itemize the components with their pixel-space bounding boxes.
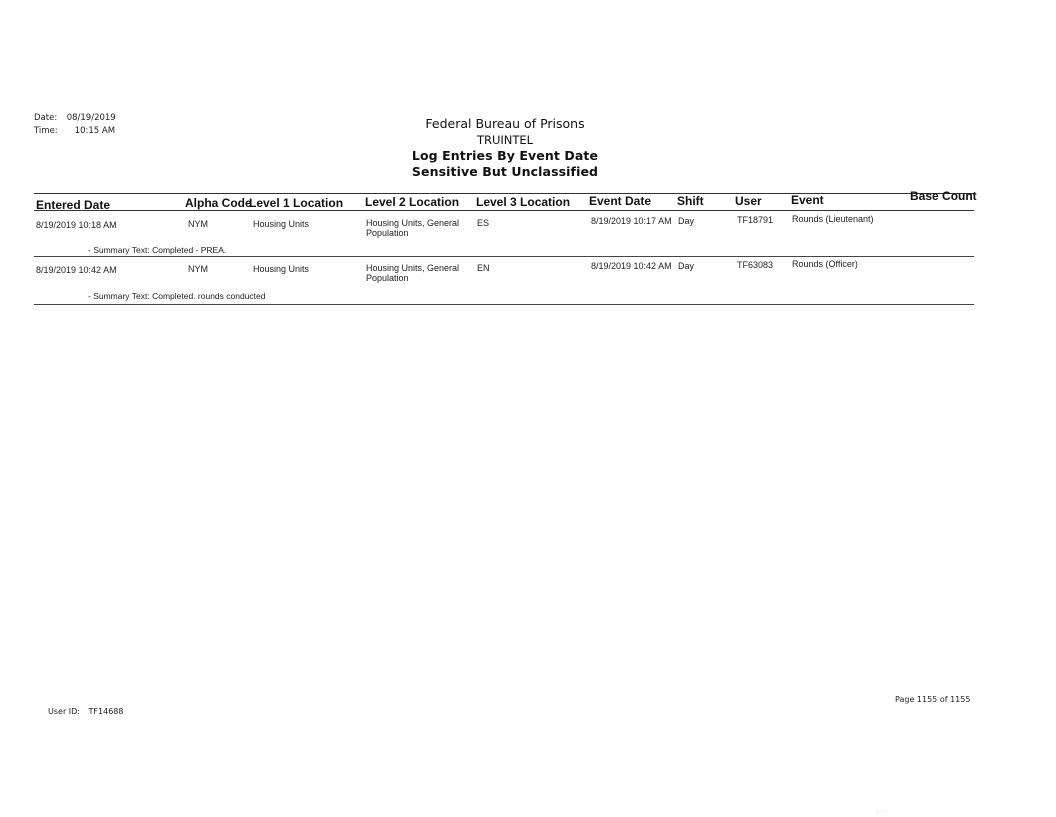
report-date (34, 113, 116, 123)
date-label: Date: (34, 113, 58, 123)
cell-level2: Housing Units, General Population (366, 218, 460, 238)
system-name: TRUINTEL (476, 133, 534, 147)
user-id-label: User ID: (48, 707, 80, 716)
cell-alpha-code: NYM (188, 264, 208, 274)
cell-user: TF63083 (737, 260, 774, 270)
page-number: Page 1155 of 1155 (895, 695, 971, 704)
report-title-block (380, 116, 630, 180)
row-summary-text: - Summary Text: Completed - PREA. (88, 245, 227, 255)
row-summary-text: - Summary Text: Completed. rounds conducted (88, 291, 266, 301)
header-top-rule (34, 193, 974, 194)
col-level1-location: Level 1 Location (249, 196, 344, 210)
org-name: Federal Bureau of Prisons (425, 116, 585, 131)
cell-event-date: 8/19/2019 10:42 AM (591, 261, 672, 271)
col-base-count: Base Count (910, 189, 977, 203)
cell-event: Rounds (Officer) (792, 259, 858, 269)
header-bottom-rule (34, 210, 974, 211)
cell-entered-date: 8/19/2019 10:18 AM (36, 220, 117, 230)
classification-label: Sensitive But Unclassified (411, 164, 599, 179)
cell-level3: EN (477, 263, 490, 273)
cell-event: Rounds (Lieutenant) (792, 214, 874, 224)
footer-user-id (48, 707, 123, 716)
col-shift: Shift (677, 194, 704, 208)
cell-entered-date: 8/19/2019 10:42 AM (36, 265, 117, 275)
report-time (34, 126, 115, 136)
row-divider (34, 304, 974, 305)
time-value: 10:15 AM (74, 126, 116, 136)
time-label: Time: (34, 126, 58, 136)
corner-mark: · · · (876, 808, 887, 815)
col-user: User (735, 194, 762, 208)
cell-event-date: 8/19/2019 10:17 AM (591, 216, 672, 226)
cell-level2: Housing Units, General Population (366, 263, 460, 283)
cell-level3: ES (477, 218, 490, 228)
col-entered-date: Entered Date (36, 198, 111, 212)
col-event-date: Event Date (589, 194, 652, 208)
col-alpha-code: Alpha Code (185, 196, 252, 210)
cell-level1: Housing Units (253, 219, 310, 229)
row-divider (34, 256, 974, 257)
cell-shift: Day (678, 261, 695, 271)
date-value: 08/19/2019 (66, 113, 116, 123)
cell-user: TF18791 (737, 215, 774, 225)
col-level3-location: Level 3 Location (476, 195, 571, 209)
user-id-value: TF14688 (88, 707, 124, 716)
cell-alpha-code: NYM (188, 219, 208, 229)
cell-level1: Housing Units (253, 264, 310, 274)
col-event: Event (791, 193, 824, 207)
cell-shift: Day (678, 216, 695, 226)
report-title: Log Entries By Event Date (411, 148, 599, 163)
col-level2-location: Level 2 Location (365, 195, 460, 209)
